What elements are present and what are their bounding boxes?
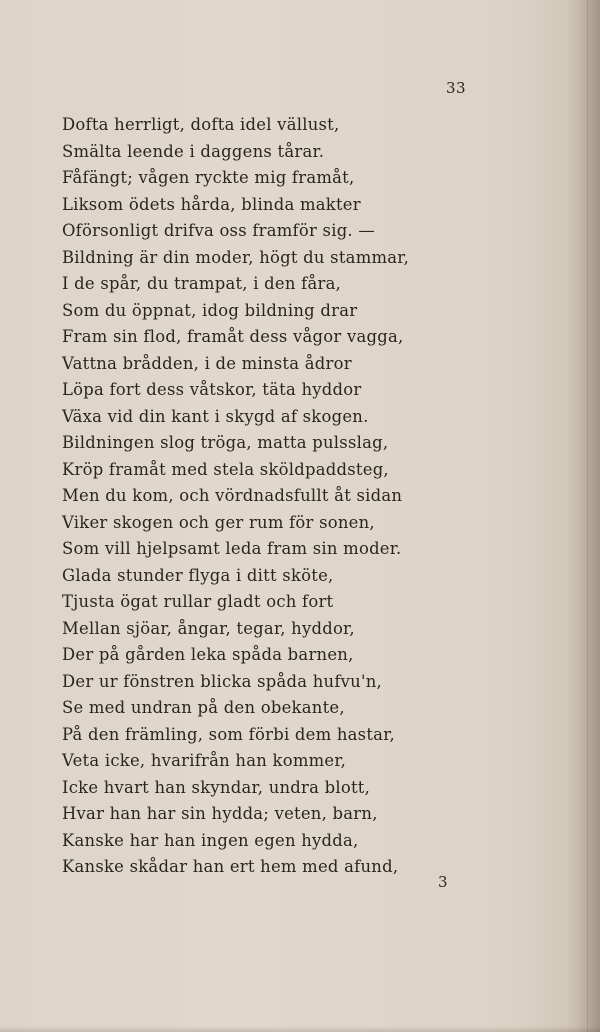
poem-text	[62, 112, 410, 881]
poem-line: Glada stunder flyga i ditt sköte,	[62, 565, 334, 585]
poem-line: Kröp framåt med stela sköldpaddsteg,	[62, 459, 389, 479]
page-bottom-edge	[0, 1026, 600, 1032]
poem-line: Som vill hjelpsamt leda fram sin moder.	[62, 539, 402, 558]
poem-line: I de spår, du trampat, i den fåra,	[62, 274, 342, 293]
poem-line: Bildningen slog tröga, matta pulsslag,	[62, 433, 389, 452]
poem-line: Der på gården leka spåda barnen,	[62, 645, 354, 664]
page-fold-line	[587, 0, 588, 1032]
poem-line: Mellan sjöar, ångar, tegar, hyddor,	[62, 618, 355, 638]
poem-line: Kanske skådar han ert hem med afund,	[62, 857, 399, 876]
poem-line: Viker skogen och ger rum för sonen,	[62, 512, 375, 532]
spine-shadow	[566, 0, 600, 1032]
poem-line: Oförsonligt drifva oss framför sig. —	[62, 221, 375, 240]
poem-line: På den främling, som förbi dem hastar,	[62, 724, 395, 744]
poem-line: Bildning är din moder, högt du stammar,	[62, 247, 410, 267]
poem-line: Vattna brådden, i de minsta ådror	[62, 353, 352, 373]
page-number: 33	[446, 79, 467, 97]
poem-line: Der ur fönstren blicka spåda hufvu'n,	[62, 671, 383, 691]
poem-line: Se med undran på den obekante,	[62, 698, 345, 717]
poem-line: Men du kom, och vördnadsfullt åt sidan	[62, 486, 403, 505]
poem-line: Som du öppnat, idog bildning drar	[62, 300, 358, 320]
poem-line: Kanske har han ingen egen hydda,	[62, 830, 359, 850]
poem-line: Liksom ödets hårda, blinda makter	[62, 194, 361, 214]
poem-line: Veta icke, hvarifrån han kommer,	[62, 751, 347, 770]
poem-line: Tjusta ögat rullar gladt och fort	[62, 592, 334, 611]
poem-line: Hvar han har sin hydda; veten, barn,	[62, 804, 378, 823]
poem-line: Växa vid din kant i skygd af skogen.	[62, 406, 369, 426]
poem-line: Fåfängt; vågen ryckte mig framåt,	[62, 168, 355, 187]
poem-line: Dofta herrligt, dofta idel vällust,	[62, 115, 340, 134]
poem-line: Löpa fort dess våtskor, täta hyddor	[62, 380, 362, 399]
poem-line: Icke hvart han skyndar, undra blott,	[62, 777, 371, 797]
poem-line: Fram sin flod, framåt dess vågor vagga,	[62, 327, 404, 346]
poem-line: Smälta leende i daggens tårar.	[62, 141, 325, 161]
signature-mark: 3	[438, 873, 448, 891]
